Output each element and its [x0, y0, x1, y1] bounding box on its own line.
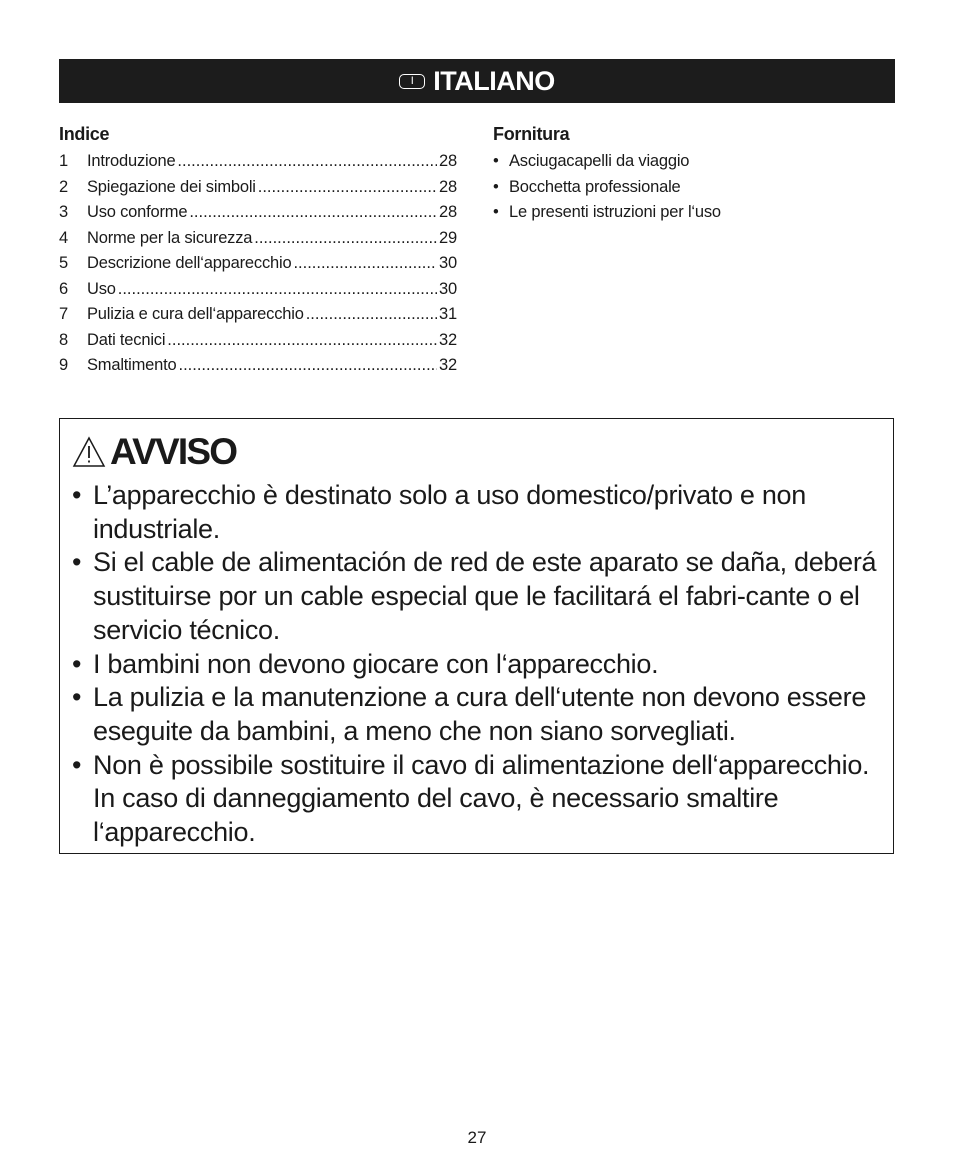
bullet-icon: •	[72, 547, 82, 578]
toc-item	[59, 200, 457, 226]
toc-item-title: Smaltimento	[87, 356, 177, 375]
toc-item-number: 7	[59, 305, 68, 324]
bullet-icon: •	[72, 749, 82, 780]
toc-item-title: Introduzione	[87, 152, 176, 171]
toc-leader-dots	[189, 203, 437, 222]
table-of-contents	[59, 124, 457, 379]
toc-item-page: 28	[439, 203, 457, 222]
toc-leader-dots	[258, 178, 437, 197]
language-title: ITALIANO	[433, 65, 555, 96]
language-badge: I	[399, 74, 425, 89]
warning-item-text: Si el cable de alimentación de red de este aparato se daña, deberá sustituirse por un cable especial que le facilitará el fabri-cante o el servicio técnico.	[93, 547, 877, 645]
supply-item	[493, 175, 893, 201]
toc-item-number: 6	[59, 279, 68, 298]
language-header	[59, 59, 895, 103]
bullet-icon: •	[72, 480, 82, 510]
supply-item-text: Bocchetta professionale	[509, 177, 681, 196]
bullet-icon: •	[72, 648, 82, 679]
warning-title: AVVISO	[110, 431, 237, 472]
toc-leader-dots	[293, 254, 437, 273]
toc-item-number: 2	[59, 177, 68, 196]
toc-heading: Indice	[59, 124, 110, 144]
supply-contents	[493, 124, 893, 226]
warning-item	[72, 749, 884, 850]
toc-item	[59, 353, 457, 379]
supply-item	[493, 149, 893, 175]
toc-item-title: Descrizione dell‘apparecchio	[87, 254, 292, 273]
bullet-icon: •	[72, 682, 82, 713]
toc-item-page: 28	[439, 177, 457, 196]
toc-leader-dots	[306, 305, 437, 324]
warning-item-text: La pulizia e la manutenzione a cura dell‘utente non devono essere eseguite da bambini, a meno che non siano sorvegliati.	[93, 682, 867, 746]
supply-item-text: Le presenti istruzioni per l‘uso	[509, 203, 721, 222]
toc-item-number: 5	[59, 254, 68, 273]
toc-leader-dots	[177, 152, 437, 171]
toc-item-title: Pulizia e cura dell‘apparecchio	[87, 305, 304, 324]
toc-item-page: 32	[439, 356, 457, 375]
toc-item-page: 29	[439, 228, 457, 247]
toc-item	[59, 328, 457, 354]
toc-item-title: Uso conforme	[87, 203, 188, 222]
toc-item	[59, 226, 457, 252]
toc-item-page: 30	[439, 254, 457, 273]
toc-leader-dots	[118, 280, 437, 299]
supply-item-text: Asciugacapelli da viaggio	[509, 152, 690, 171]
toc-item-page: 32	[439, 330, 457, 349]
toc-item-page: 31	[439, 305, 457, 324]
toc-leader-dots	[167, 331, 437, 350]
toc-item-title: Uso	[87, 279, 116, 298]
warning-item	[72, 648, 884, 682]
toc-item-number: 8	[59, 330, 68, 349]
warning-item	[72, 681, 884, 748]
supply-heading: Fornitura	[493, 124, 570, 144]
bullet-icon: •	[493, 152, 499, 171]
warning-item	[72, 546, 884, 647]
toc-item	[59, 302, 457, 328]
toc-item-title: Spiegazione dei simboli	[87, 177, 256, 196]
warning-triangle-icon	[72, 435, 106, 469]
toc-item	[59, 175, 457, 201]
toc-leader-dots	[254, 229, 437, 248]
page-number: 27	[467, 1128, 487, 1147]
toc-item-title: Dati tecnici	[87, 330, 166, 349]
toc-item-number: 9	[59, 356, 68, 375]
toc-item-number: 3	[59, 203, 68, 222]
toc-item	[59, 277, 457, 303]
supply-item	[493, 200, 893, 226]
bullet-icon: •	[493, 203, 499, 222]
toc-item-title: Norme per la sicurezza	[87, 228, 253, 247]
toc-item-page: 28	[439, 152, 457, 171]
warning-header	[72, 431, 236, 473]
bullet-icon: •	[493, 177, 499, 196]
toc-item	[59, 149, 457, 175]
toc-item-page: 30	[439, 279, 457, 298]
toc-item	[59, 251, 457, 277]
toc-leader-dots	[179, 356, 438, 375]
warning-item-text: I bambini non devono giocare con l‘apparecchio.	[93, 648, 659, 679]
warning-item	[72, 479, 884, 546]
toc-item-number: 1	[59, 152, 68, 171]
warning-item-text: L’apparecchio è destinato solo a uso domestico/privato e non industriale.	[93, 480, 806, 544]
warning-box	[59, 418, 894, 854]
toc-item-number: 4	[59, 228, 68, 247]
warning-item-text: Non è possibile sostituire il cavo di alimentazione dell‘apparecchio. In caso di danneggiamento del cavo, è necessario smaltire l‘apparecchio.	[93, 749, 870, 848]
warning-list	[72, 479, 884, 850]
